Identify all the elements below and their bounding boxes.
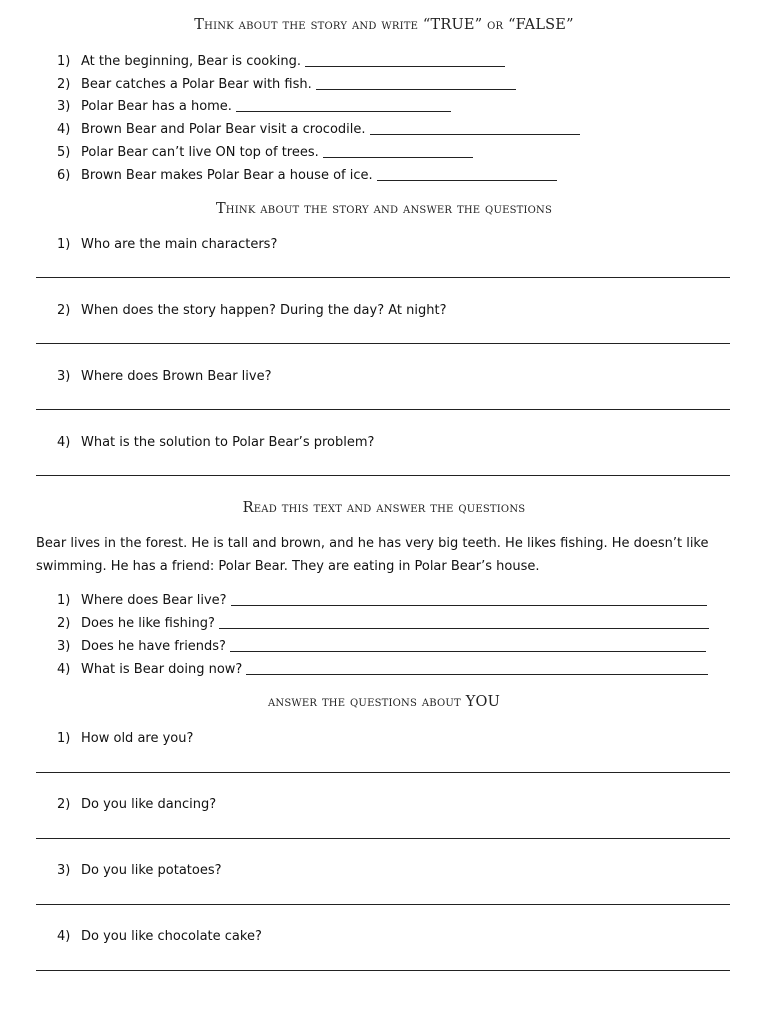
question-text: Does he have friends?: [81, 638, 226, 654]
answer-line[interactable]: [36, 838, 730, 839]
tf-item: [57, 96, 451, 116]
item-number: 3): [57, 638, 71, 654]
story-question: [57, 432, 374, 452]
about-you-question: [57, 926, 262, 946]
item-number: 1): [57, 592, 71, 608]
about-you-question: [57, 860, 222, 880]
story-question: [57, 234, 277, 254]
section-heading-story-questions: Think about the story and answer the questions: [215, 201, 553, 217]
section-heading-reading: Read this text and answer the questions: [242, 500, 526, 516]
answer-blank[interactable]: [323, 157, 473, 158]
question-text: Where does Bear live?: [81, 592, 227, 608]
section-heading-about-you: answer the questions about YOU: [268, 694, 500, 710]
answer-blank[interactable]: [219, 628, 709, 629]
item-number: 3): [57, 862, 71, 878]
answer-blank[interactable]: [305, 66, 505, 67]
statement-text: Polar Bear can’t live ON top of trees.: [81, 144, 319, 160]
about-you-question: [57, 728, 193, 748]
answer-blank[interactable]: [370, 134, 580, 135]
answer-line[interactable]: [36, 772, 730, 773]
question-text: When does the story happen? During the day? At night?: [81, 302, 447, 318]
item-number: 1): [57, 730, 71, 746]
question-text: Does he like fishing?: [81, 615, 215, 631]
item-number: 6): [57, 167, 71, 183]
reading-passage: Bear lives in the forest. He is tall and brown, and he has very big teeth. He likes fishing. He doesn’t like swimming. He has a friend: Polar Bear. They are eating in Polar Bear’s house.: [36, 536, 709, 574]
answer-line[interactable]: [36, 970, 730, 971]
item-number: 3): [57, 368, 71, 384]
reading-question: [57, 590, 707, 610]
item-number: 4): [57, 121, 71, 137]
answer-blank[interactable]: [236, 111, 451, 112]
story-question: [57, 366, 272, 386]
item-number: 2): [57, 615, 71, 631]
item-number: 4): [57, 928, 71, 944]
item-number: 1): [57, 53, 71, 69]
item-number: 2): [57, 796, 71, 812]
question-text: Where does Brown Bear live?: [81, 368, 272, 384]
tf-item: [57, 51, 505, 71]
statement-text: Brown Bear and Polar Bear visit a crocodile.: [81, 121, 366, 137]
question-text: What is the solution to Polar Bear’s problem?: [81, 434, 375, 450]
answer-blank[interactable]: [246, 674, 708, 675]
tf-item: [57, 142, 473, 162]
item-number: 2): [57, 302, 71, 318]
item-number: 1): [57, 236, 71, 252]
answer-blank[interactable]: [316, 89, 516, 90]
section-heading-true-false: Think about the story and write “TRUE” or “FALSE”: [194, 17, 574, 33]
question-text: What is Bear doing now?: [81, 661, 243, 677]
question-text: How old are you?: [81, 730, 194, 746]
answer-line[interactable]: [36, 409, 730, 410]
item-number: 2): [57, 76, 71, 92]
reading-question: [57, 613, 709, 633]
statement-text: Polar Bear has a home.: [81, 98, 232, 114]
reading-question: [57, 659, 708, 679]
answer-blank[interactable]: [230, 651, 706, 652]
statement-text: At the beginning, Bear is cooking.: [81, 53, 302, 69]
statement-text: Brown Bear makes Polar Bear a house of ice.: [81, 167, 373, 183]
statement-text: Bear catches a Polar Bear with fish.: [81, 76, 312, 92]
answer-line[interactable]: [36, 343, 730, 344]
question-text: Do you like dancing?: [81, 796, 217, 812]
answer-line[interactable]: [36, 475, 730, 476]
answer-blank[interactable]: [231, 605, 707, 606]
question-text: Who are the main characters?: [81, 236, 278, 252]
tf-item: [57, 165, 557, 185]
about-you-question: [57, 794, 216, 814]
item-number: 4): [57, 434, 71, 450]
tf-item: [57, 119, 580, 139]
question-text: Do you like chocolate cake?: [81, 928, 262, 944]
item-number: 5): [57, 144, 71, 160]
answer-blank[interactable]: [377, 180, 557, 181]
tf-item: [57, 74, 516, 94]
reading-question: [57, 636, 706, 656]
item-number: 3): [57, 98, 71, 114]
question-text: Do you like potatoes?: [81, 862, 222, 878]
answer-line[interactable]: [36, 277, 730, 278]
story-question: [57, 300, 447, 320]
answer-line[interactable]: [36, 904, 730, 905]
item-number: 4): [57, 661, 71, 677]
